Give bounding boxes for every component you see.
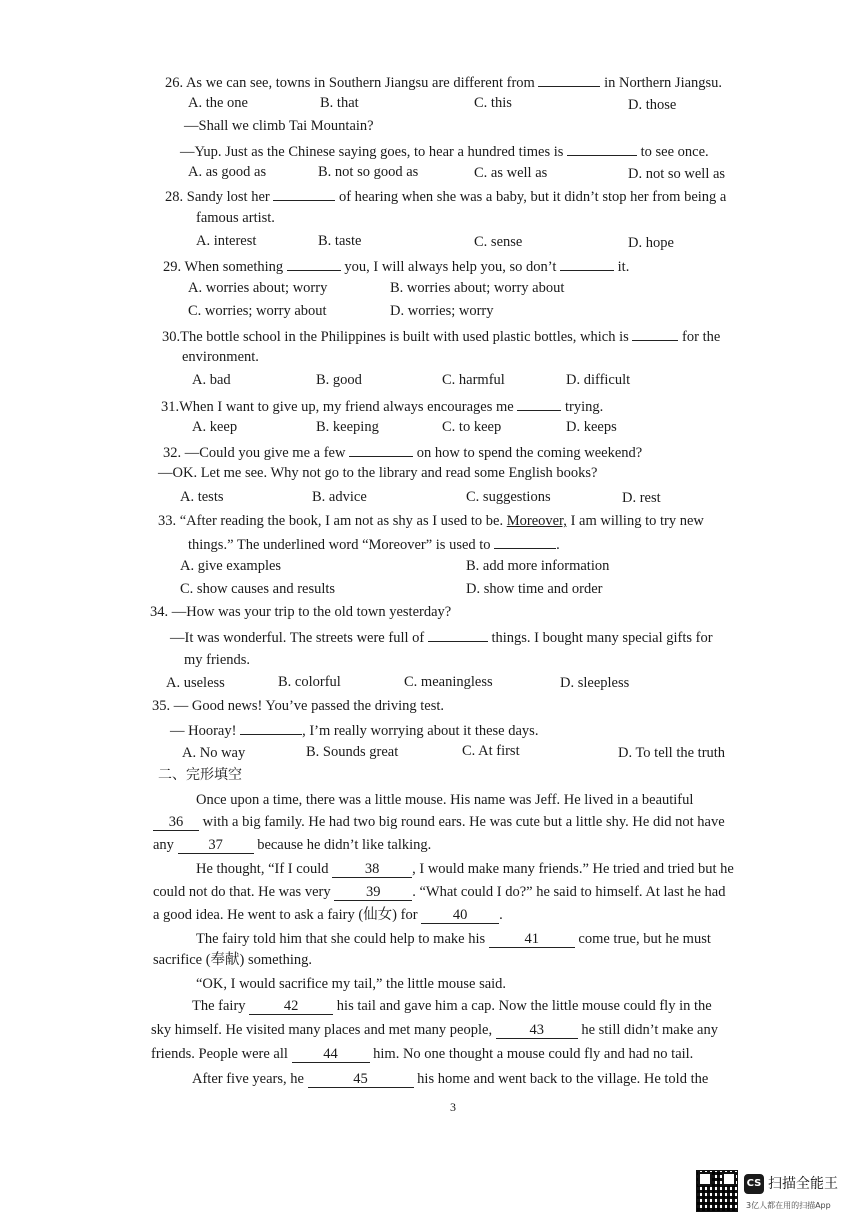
q27-option-a: A. as good as	[188, 164, 267, 180]
q35-option-d: D. To tell the truth	[618, 745, 726, 761]
q32-option-d: D. rest	[622, 490, 661, 506]
cloze-blank-36: 36	[153, 814, 199, 831]
passage-line: a good idea. He went to ask a fairy (仙女) for 40 .	[153, 907, 503, 923]
q33-option-b: B. add more information	[466, 558, 610, 574]
q27-answer: —Yup. Just as the Chinese saying goes, to hear a hundred times is to see once.	[180, 141, 709, 161]
q33-option-c: C. show causes and results	[180, 581, 336, 597]
q26-option-c: C. this	[474, 95, 512, 111]
q33-option-d: D. show time and order	[466, 581, 603, 597]
section-title-cloze: 二、完形填空	[158, 767, 242, 783]
q32-blank	[349, 442, 413, 457]
q26-option-d: D. those	[628, 97, 677, 113]
scanner-tagline: 3亿人都在用的扫描App	[746, 1201, 831, 1210]
q32-answer: —OK. Let me see. Why not go to the library and read some English books?	[158, 465, 598, 481]
q28-stem-continued: famous artist.	[196, 210, 275, 226]
q29-option-a: A. worries about; worry	[188, 280, 328, 296]
q28-option-d: D. hope	[628, 235, 674, 251]
q34-question: 34. —How was your trip to the old town yesterday?	[150, 604, 452, 620]
q28-blank	[273, 186, 335, 201]
passage-line: any 37 because he didn’t like talking.	[153, 837, 432, 853]
q35-blank	[240, 720, 302, 735]
q34-blank	[428, 627, 488, 642]
cloze-blank-40: 40	[421, 907, 499, 924]
q29-option-c: C. worries; worry about	[188, 303, 327, 319]
q35-answer: — Hooray! , I’m really worrying about it these days.	[170, 720, 538, 740]
q31-blank	[517, 396, 561, 411]
q27-option-c: C. as well as	[474, 165, 548, 181]
passage-line: The fairy 42 his tail and gave him a cap. Now the little mouse could fly in the	[192, 998, 712, 1014]
passage-line: sacrifice (奉献) something.	[153, 952, 313, 968]
q34-option-a: A. useless	[166, 675, 225, 691]
q27-blank	[567, 141, 637, 156]
q28-stem: 28. Sandy lost her of hearing when she was a baby, but it didn’t stop her from being a	[165, 186, 726, 206]
cloze-blank-42: 42	[249, 998, 333, 1015]
q35-option-c: C. At first	[462, 743, 520, 759]
q26-option-a: A. the one	[188, 95, 248, 111]
passage-line: 36 with a big family. He had two big round ears. He was cute but a little shy. He did not have	[153, 813, 725, 831]
q30-option-d: D. difficult	[566, 372, 631, 388]
q29-option-b: B. worries about; worry about	[390, 280, 565, 296]
q28-option-a: A. interest	[196, 233, 257, 249]
q30-option-a: A. bad	[192, 372, 231, 388]
q26-stem: 26. As we can see, towns in Southern Jiangsu are different from in Northern Jiangsu.	[165, 72, 722, 92]
q26-blank	[538, 72, 600, 87]
page-number: 3	[450, 1100, 456, 1114]
passage-line: friends. People were all 44 him. No one thought a mouse could fly and had no tail.	[151, 1046, 694, 1062]
q33-option-a: A. give examples	[180, 558, 282, 574]
cloze-blank-45: 45	[308, 1071, 414, 1088]
q30-option-c: C. harmful	[442, 372, 505, 388]
q27-option-b: B. not so good as	[318, 164, 419, 180]
scanner-app-name: 扫描全能王	[768, 1176, 838, 1192]
q35-option-b: B. Sounds great	[306, 744, 399, 760]
q29-stem: 29. When something you, I will always help you, so don’t it.	[163, 256, 629, 276]
q32-option-a: A. tests	[180, 489, 224, 505]
q27-option-d: D. not so well as	[628, 166, 726, 182]
q31-stem: 31.When I want to give up, my friend always encourages me trying.	[161, 396, 603, 416]
passage-line: The fairy told him that she could help to make his 41 come true, but he must	[196, 931, 711, 947]
cloze-blank-39: 39	[334, 884, 412, 901]
q31-option-c: C. to keep	[442, 419, 502, 435]
q29-blank-1	[287, 256, 341, 271]
passage-line: “OK, I would sacrifice my tail,” the little mouse said.	[196, 976, 507, 992]
q35-option-a: A. No way	[182, 745, 246, 761]
q33-blank	[494, 534, 556, 549]
qr-code-icon	[696, 1170, 738, 1212]
passage-line: could not do that. He was very 39 . “What could I do?” he said to himself. At last he had	[153, 884, 726, 900]
q34-option-d: D. sleepless	[560, 675, 630, 691]
q31-option-d: D. keeps	[566, 419, 617, 435]
q30-stem: 30.The bottle school in the Philippines is built with used plastic bottles, which is for the	[162, 326, 720, 346]
q32-question: 32. —Could you give me a few on how to spend the coming weekend?	[163, 442, 642, 462]
cloze-blank-43: 43	[496, 1022, 578, 1039]
q33-stem: 33. “After reading the book, I am not as shy as I used to be. Moreover, I am willing to try new	[158, 513, 704, 529]
q34-answer: —It was wonderful. The streets were full of things. I bought many special gifts for	[170, 627, 713, 647]
q29-option-d: D. worries; worry	[390, 303, 494, 319]
q32-option-b: B. advice	[312, 489, 367, 505]
cloze-blank-37: 37	[178, 837, 254, 854]
cloze-blank-41: 41	[489, 931, 575, 948]
q34-answer-continued: my friends.	[184, 652, 251, 668]
q30-stem-continued: environment.	[182, 349, 259, 365]
q34-option-c: C. meaningless	[404, 674, 493, 690]
q26-option-b: B. that	[320, 95, 359, 111]
passage-line: He thought, “If I could 38 , I would make many friends.” He tried and tried but he	[196, 861, 734, 877]
cloze-blank-44: 44	[292, 1046, 370, 1063]
scanner-watermark	[696, 1168, 856, 1216]
q33-underlined-word: Moreover,	[506, 513, 567, 529]
passage-line: After five years, he 45 his home and went back to the village. He told the	[192, 1071, 709, 1087]
q28-option-c: C. sense	[474, 234, 523, 250]
q27-question: —Shall we climb Tai Mountain?	[184, 118, 374, 134]
q31-option-b: B. keeping	[316, 419, 379, 435]
q33-stem-continued: things.” The underlined word “Moreover” is used to .	[188, 534, 560, 554]
q31-option-a: A. keep	[192, 419, 238, 435]
q35-question: 35. — Good news! You’ve passed the driving test.	[152, 698, 444, 714]
passage-line: sky himself. He visited many places and met many people, 43 he still didn’t make any	[151, 1022, 718, 1038]
q29-blank-2	[560, 256, 614, 271]
q30-option-b: B. good	[316, 372, 362, 388]
camscanner-logo: CS	[744, 1174, 764, 1194]
q32-option-c: C. suggestions	[466, 489, 551, 505]
q28-option-b: B. taste	[318, 233, 362, 249]
q34-option-b: B. colorful	[278, 674, 341, 690]
passage-line: Once upon a time, there was a little mouse. His name was Jeff. He lived in a beautiful	[196, 792, 694, 808]
cloze-blank-38: 38	[332, 861, 412, 878]
q30-blank	[632, 326, 678, 341]
